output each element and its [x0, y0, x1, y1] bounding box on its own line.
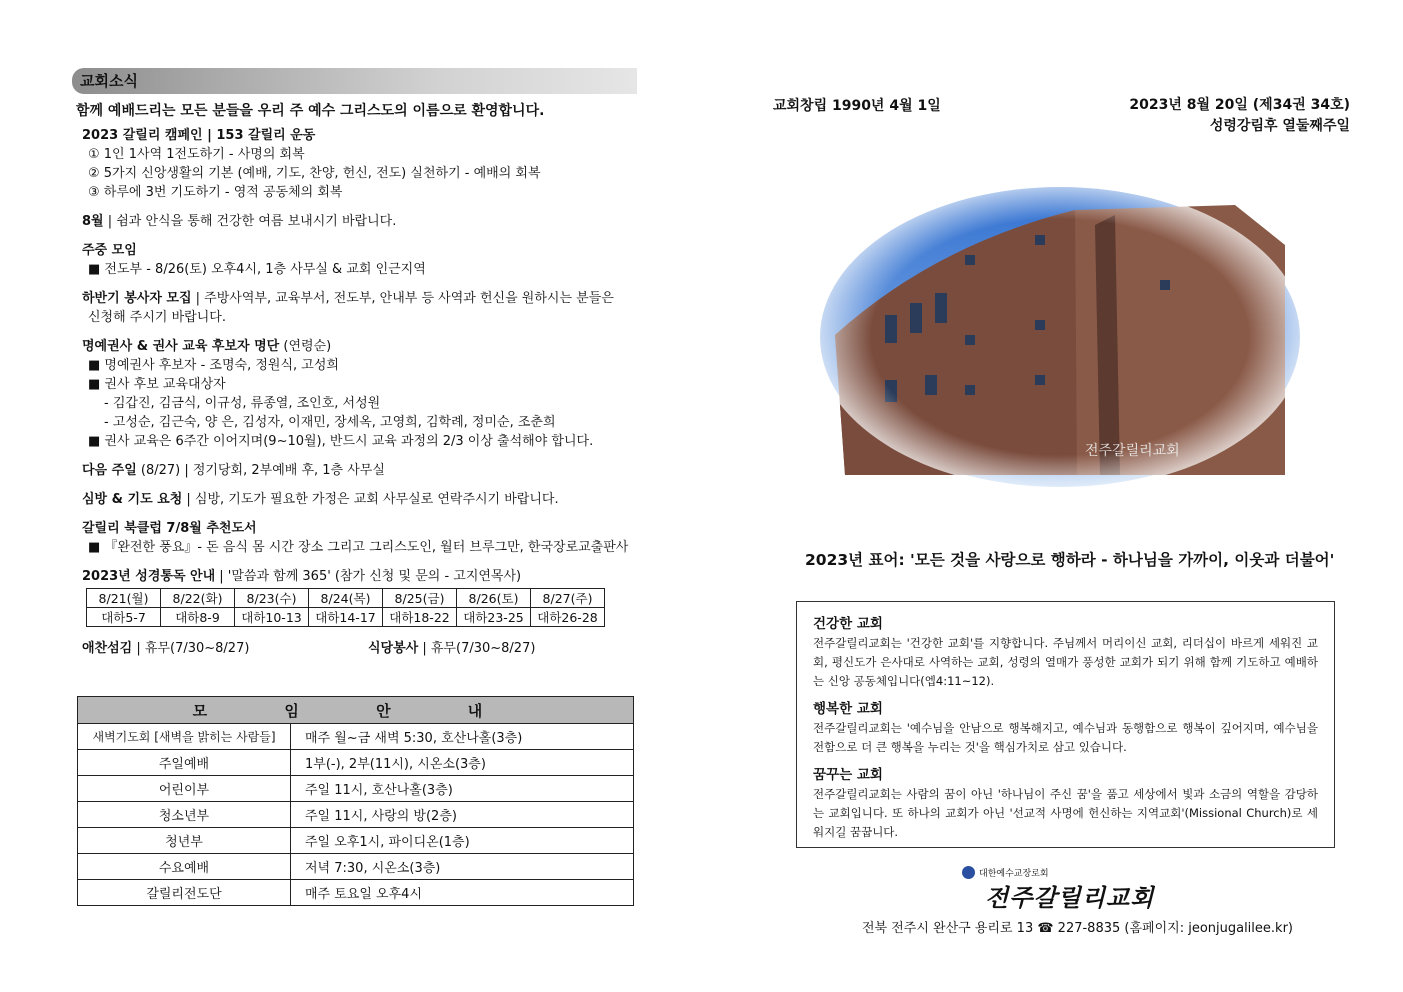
- campaign-title: 2023 갈릴리 캠페인 | 153 갈릴리 운동: [82, 128, 316, 143]
- table-cell: 대하8-9: [161, 608, 235, 627]
- next-sunday-title: 다음 주일: [82, 463, 137, 478]
- next-sunday-text: (8/27) | 정기당회, 2부예배 후, 1층 사무실: [136, 463, 385, 478]
- table-row: [78, 802, 634, 828]
- table-row: [78, 828, 634, 854]
- august-title: 8월: [82, 214, 104, 229]
- bible-block: [82, 567, 637, 586]
- denomination-emblem-icon: [962, 866, 975, 879]
- volunteer-text-2: 신청해 주시기 바랍니다.: [88, 310, 226, 325]
- elders-block: [82, 337, 637, 451]
- table-cell: 8/24(목): [309, 589, 383, 608]
- table-row: [78, 750, 634, 776]
- list-item: ① 1인 1사역 1전도하기 - 사명의 회복: [88, 147, 305, 162]
- list-item: ■ 『완전한 풍요』- 돈 음식 몸 시간 장소 그리고 그리스도인, 월터 브루그만, 한국장로교출판사: [88, 540, 629, 555]
- list-item: ③ 하루에 3번 기도하기 - 영적 공동체의 회복: [88, 185, 343, 200]
- kitchen-service: [368, 637, 535, 656]
- list-item: ■ 전도부 - 8/26(토) 오후4시, 1층 사무실 & 교회 인근지역: [88, 262, 426, 277]
- kitchen-title: 식당봉사: [368, 641, 419, 656]
- table-cell: 8/25(금): [383, 589, 457, 608]
- august-block: [82, 212, 637, 231]
- vision-text: 전주갈릴리교회는 사람의 꿈이 아닌 '하나님이 주신 꿈'을 품고 세상에서 빛과 소금의 역할을 감당하는 교회입니다. 또 하나의 교회가 아닌 '선교적 사명에 헌신하는 지역교회'(Missional Church)로 세워지길 꿈꿉니다.: [813, 787, 1318, 839]
- service-row: [82, 637, 637, 657]
- visit-text: | 심방, 기도가 필요한 가정은 교회 사무실로 연락주시기 바랍니다.: [182, 492, 559, 507]
- list-item: - 고성순, 김근숙, 양 은, 김성자, 이재민, 장세옥, 고영희, 김학례, 정미순, 조춘희: [104, 415, 556, 430]
- table-cell: 8/27(주): [531, 589, 605, 608]
- volunteer-block: [82, 289, 637, 327]
- table-row: [78, 880, 634, 906]
- welcome-text: 함께 예배드리는 모든 분들을 우리 주 예수 그리스도의 이름으로 환영합니다.: [76, 103, 545, 119]
- liturgical-week: 성령강림후 열둘째주일: [1209, 118, 1350, 134]
- issue-date: [1129, 95, 1350, 137]
- kitchen-text: | 휴무(7/30~8/27): [418, 641, 536, 656]
- meeting-time: 주일 11시, 사랑의 방(2층): [291, 802, 634, 828]
- table-cell: 8/23(수): [235, 589, 309, 608]
- table-row: [78, 724, 634, 750]
- visit-title: 심방 & 기도 요청: [82, 492, 183, 507]
- table-cell: 8/22(화): [161, 589, 235, 608]
- bible-reading-table: [86, 588, 605, 627]
- meetings-header: 모 임 안 내: [78, 697, 634, 724]
- founded-date: 교회창립 1990년 4월 1일: [773, 98, 941, 114]
- table-row: [87, 589, 605, 608]
- table-row: [87, 608, 605, 627]
- left-page: [72, 68, 637, 667]
- table-cell: 대하23-25: [457, 608, 531, 627]
- choir-text: | 휴무(7/30~8/27): [132, 641, 250, 656]
- visit-block: [82, 490, 637, 509]
- meeting-time: 매주 토요일 오후4시: [291, 880, 634, 906]
- table-cell: 8/26(토): [457, 589, 531, 608]
- list-item: ■ 권사 교육은 6주간 이어지며(9~10월), 반드시 교육 과정의 2/3 이상 출석해야 합니다.: [88, 434, 594, 449]
- august-text: | 쉼과 안식을 통해 건강한 여름 보내시기 바랍니다.: [103, 214, 397, 229]
- table-row: [78, 776, 634, 802]
- list-item: ■ 명예권사 후보자 - 조명숙, 정원식, 고성희: [88, 358, 339, 373]
- volunteer-title: 하반기 봉사자 모집: [82, 291, 192, 306]
- vision-box: [796, 601, 1335, 848]
- church-logo: 전주갈릴리교회: [985, 884, 1155, 912]
- meetings-table: [77, 696, 634, 906]
- vision-title: 행복한 교회: [813, 701, 883, 717]
- list-item: ■ 권사 후보 교육대상자: [88, 377, 226, 392]
- meeting-name: 청년부: [78, 828, 291, 854]
- table-cell: 8/21(월): [87, 589, 161, 608]
- meeting-name: 주일예배: [78, 750, 291, 776]
- meeting-name: 어린이부: [78, 776, 291, 802]
- elders-title-suffix: (연령순): [279, 339, 332, 354]
- meeting-name: 새벽기도회 [새벽을 밝히는 사람들]: [78, 724, 291, 750]
- list-item: - 김갑진, 김금식, 이규성, 류종열, 조인호, 서성원: [104, 396, 381, 411]
- table-header-row: [78, 697, 634, 724]
- vision-text: 전주갈릴리교회는 '건강한 교회'를 지향합니다. 주님께서 머리이신 교회, 리더십이 바르게 세워진 교회, 평신도가 은사대로 사역하는 교회, 성령의 열매가 풍성한 교회가 되기 위해 함께 기도하고 예배하는 신앙 공동체입니다(엡4:11~12).: [813, 636, 1318, 688]
- vision-title: 꿈꾸는 교회: [813, 767, 883, 783]
- elders-title: 명예권사 & 권사 교육 후보자 명단: [82, 339, 280, 354]
- weekday-meeting-title: 주중 모임: [82, 243, 137, 258]
- meeting-time: 저녁 7:30, 시온소(3층): [291, 854, 634, 880]
- church-building-photo: [815, 185, 1305, 490]
- denomination-name: 대한예수교장로회: [979, 869, 1049, 879]
- vision-title: 건강한 교회: [813, 616, 883, 632]
- choir-service: [82, 637, 249, 656]
- table-cell: 대하5-7: [87, 608, 161, 627]
- list-item: ② 5가지 신앙생활의 기본 (예배, 기도, 찬양, 헌신, 전도) 실천하기 - 예배의 회복: [88, 166, 541, 181]
- issue-date-line: 2023년 8월 20일 (제34권 34호): [1129, 97, 1350, 113]
- campaign-block: [82, 126, 637, 202]
- bookclub-block: [82, 519, 637, 557]
- volunteer-text: | 주방사역부, 교육부서, 전도부, 안내부 등 사역과 헌신을 원하시는 분들은: [191, 291, 614, 306]
- bible-title: 2023년 성경통독 안내: [82, 569, 216, 584]
- table-cell: 대하14-17: [309, 608, 383, 627]
- table-cell: 대하10-13: [235, 608, 309, 627]
- meeting-time: 매주 월~금 새벽 5:30, 호산나홀(3층): [291, 724, 634, 750]
- meeting-time: 주일 11시, 호산나홀(3층): [291, 776, 634, 802]
- weekday-meeting-block: [82, 241, 637, 279]
- meeting-name: 갈릴리전도단: [78, 880, 291, 906]
- meeting-time: 주일 오후1시, 파이디온(1층): [291, 828, 634, 854]
- next-sunday-block: [82, 461, 637, 480]
- table-cell: 대하26-28: [531, 608, 605, 627]
- meeting-name: 청소년부: [78, 802, 291, 828]
- table-cell: 대하18-22: [383, 608, 457, 627]
- church-address: 전북 전주시 완산구 용리로 13 ☎ 227-8835 (홈페이지: jeonjugalilee.kr): [862, 921, 1293, 936]
- choir-title: 애찬섬김: [82, 641, 133, 656]
- bookclub-title: 갈릴리 북클럽 7/8월 추천도서: [82, 521, 257, 536]
- bible-text: | '말씀과 함께 365' (참가 신청 및 문의 - 고지연목사): [215, 569, 522, 584]
- table-row: [78, 854, 634, 880]
- section-header: 교회소식: [72, 68, 637, 94]
- vision-text: 전주갈릴리교회는 '예수님을 안남으로 행복해지고, 예수님과 동행함으로 행복이 깊어지며, 예수님을 전함으로 더 큰 행복을 누리는 것'을 핵심가치로 삼고 있습니다.: [813, 721, 1318, 754]
- meeting-time: 1부(-), 2부(11시), 시온소(3층): [291, 750, 634, 776]
- meeting-name: 수요예배: [78, 854, 291, 880]
- year-motto: 2023년 표어: '모든 것을 사랑으로 행하라 - 하나님을 가까이, 이웃과 더불어': [805, 551, 1335, 569]
